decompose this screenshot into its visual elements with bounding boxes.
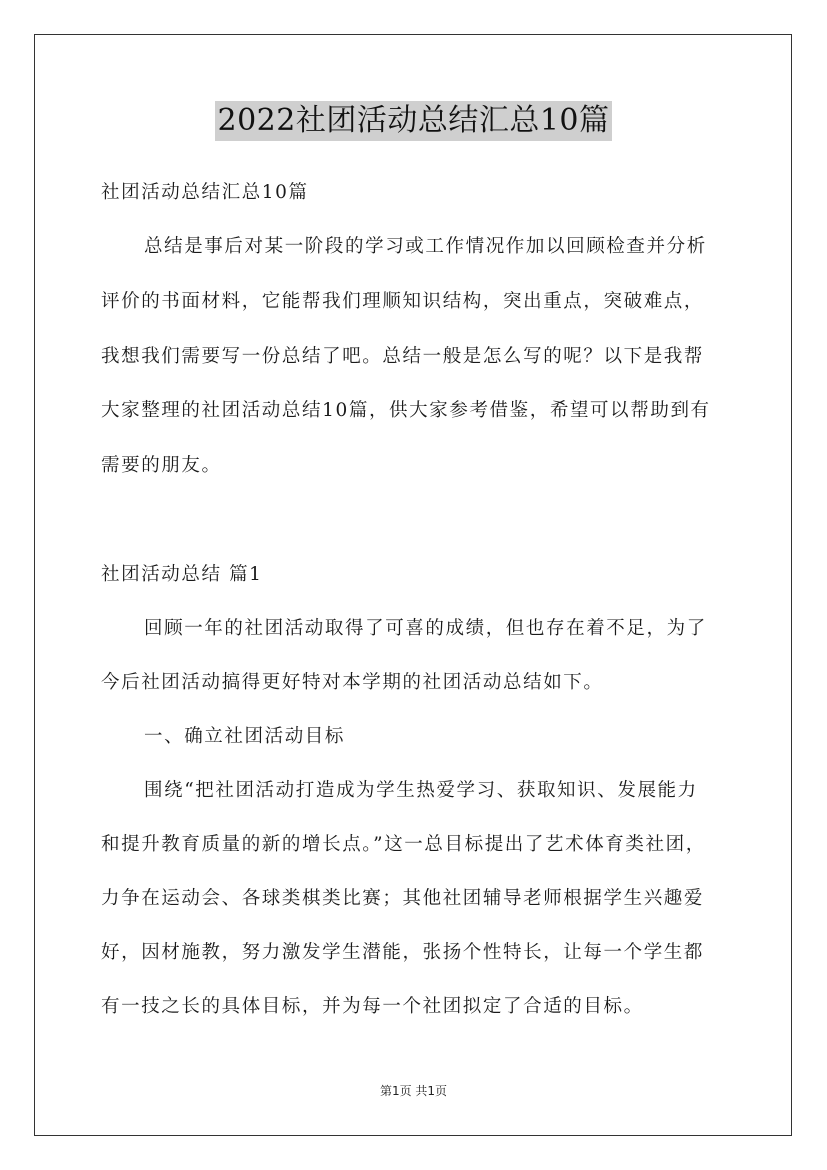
document-title: 2022社团活动总结汇总10篇 <box>215 101 611 141</box>
intro-line: 总结是事后对某一阶段的学习或工作情况作加以回顾检查并分析 <box>144 236 707 257</box>
intro-line: 我想我们需要写一份总结了吧。总结一般是怎么写的呢？以下是我帮 <box>101 346 705 367</box>
section-line: 回顾一年的社团活动取得了可喜的成绩，但也存在着不足，为了 <box>144 618 707 639</box>
page-footer: 第1页 共1页 <box>379 1084 448 1098</box>
section-line: 今后社团活动搞得更好特对本学期的社团活动总结如下。 <box>101 672 604 693</box>
intro-line: 评价的书面材料，它能帮我们理顺知识结构，突出重点，突破难点， <box>101 291 705 312</box>
document-subtitle: 社团活动总结汇总10篇 <box>101 182 309 203</box>
section-heading: 社团活动总结 篇1 <box>101 564 263 585</box>
title-container <box>0 101 827 141</box>
intro-line: 需要的朋友。 <box>101 455 222 476</box>
body-line: 围绕“把社团活动打造成为学生热爱学习、获取知识、发展能力 <box>144 780 698 801</box>
body-line: 有一技之长的具体目标，并为每一个社团拟定了合适的目标。 <box>101 996 644 1017</box>
intro-line: 大家整理的社团活动总结10篇，供大家参考借鉴，希望可以帮助到有 <box>101 400 711 421</box>
subheading: 一、确立社团活动目标 <box>144 726 346 747</box>
body-line: 和提升教育质量的新的增长点。”这一总目标提出了艺术体育类社团， <box>101 834 706 855</box>
body-line: 力争在运动会、各球类棋类比赛；其他社团辅导老师根据学生兴趣爱 <box>101 888 705 909</box>
body-line: 好，因材施教，努力激发学生潜能，张扬个性特长，让每一个学生都 <box>101 942 705 963</box>
